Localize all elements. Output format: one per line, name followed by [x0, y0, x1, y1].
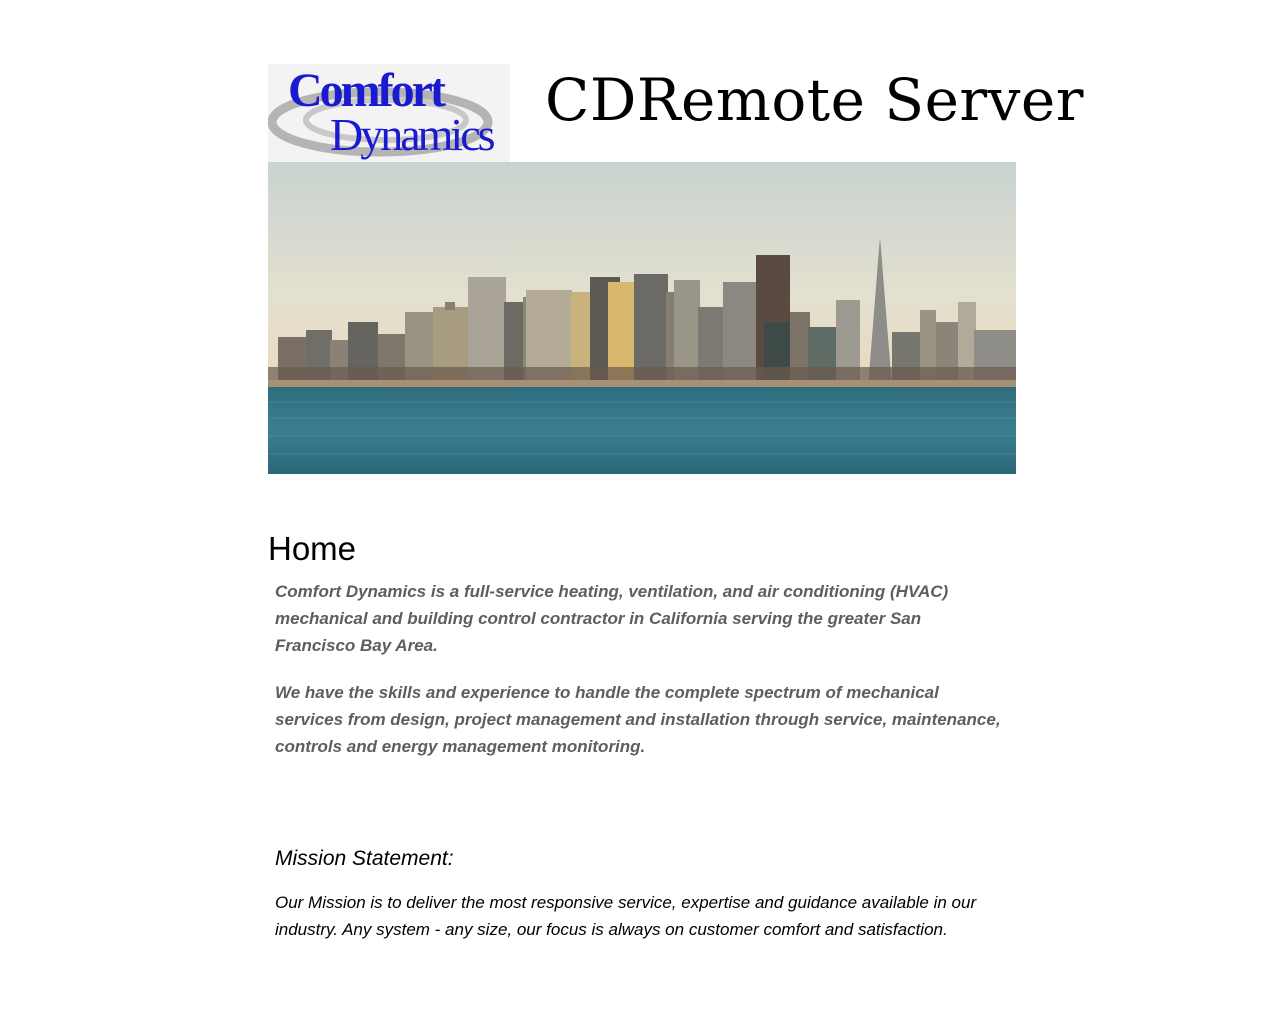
page-title: Home: [268, 530, 357, 567]
logo-text-dynamics: Dynamics: [330, 109, 493, 160]
banner-image-skyline: [268, 162, 1016, 474]
logo-text-comfort: Comfort: [288, 64, 443, 117]
company-logo: [268, 64, 510, 163]
intro-paragraph: Comfort Dynamics is a full-service heating, ventilation, and air conditioning (HVAC) mechanical and building control contractor in California serving the greater San Francisco Bay Area.: [275, 582, 949, 655]
mission-heading: Mission Statement:: [275, 847, 454, 870]
mission-text: Our Mission is to deliver the most responsive service, expertise and guidance available in our industry. Any system - any size, our focus is always on customer comfort and satisfaction.: [275, 893, 977, 939]
intro-paragraph: We have the skills and experience to handle the complete spectrum of mechanical services from design, project management and installation through service, maintenance, controls and energy management monitoring.: [275, 683, 1001, 756]
site-title: CDRemote Server: [545, 66, 1084, 134]
